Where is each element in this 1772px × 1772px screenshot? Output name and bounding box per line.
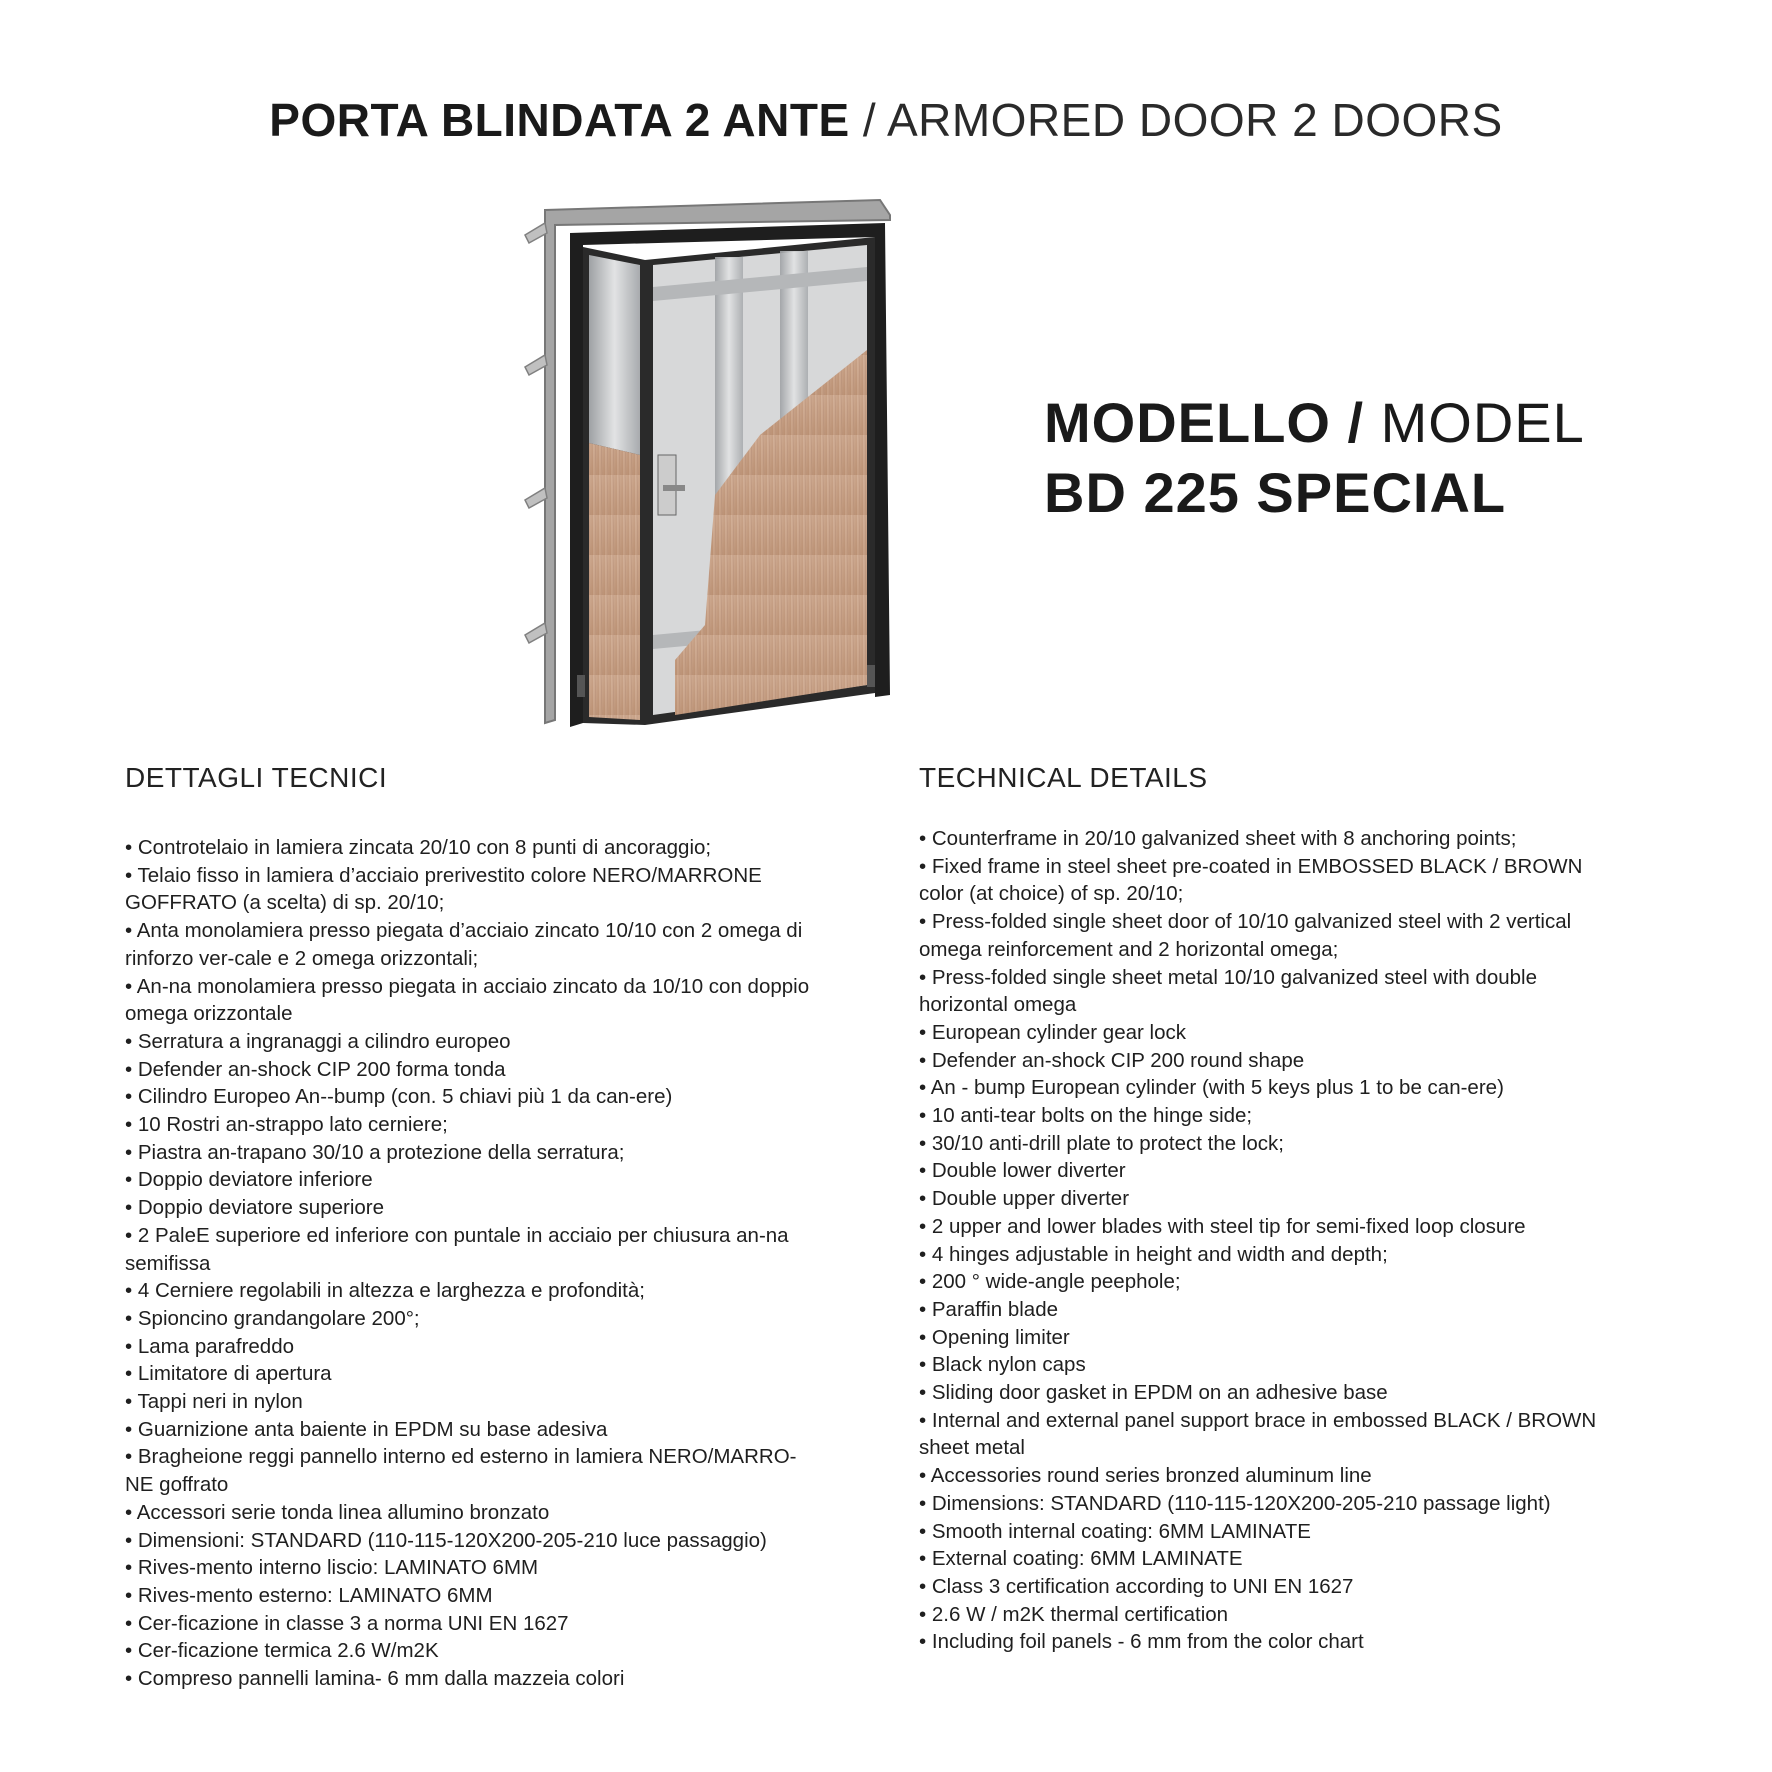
detail-line: • 2 PaleE superiore ed inferiore con puntale in acciaio per chiusura an-na	[125, 1223, 789, 1247]
detail-line: • Cer-ficazione termica 2.6 W/m2K	[125, 1639, 439, 1663]
detail-line: • Class 3 certification according to UNI EN 1627	[919, 1574, 1354, 1598]
model-name: BD 225 SPECIAL	[1044, 461, 1507, 524]
detail-line: • Spioncino grandangolare 200°;	[125, 1306, 420, 1330]
detail-line: • Dimensioni: STANDARD (110-115-120X200-205-210 luce passaggio)	[125, 1528, 767, 1552]
title-italian: PORTA BLINDATA 2 ANTE	[269, 94, 850, 146]
model-label-italian: MODELLO /	[1044, 391, 1365, 454]
detail-line: • Sliding door gasket in EPDM on an adhesive base	[919, 1381, 1388, 1405]
page-title	[0, 92, 1772, 148]
detail-line: • Telaio fisso in lamiera d’acciaio prerivestito colore NERO/MARRONE	[125, 863, 762, 887]
detail-line: • An-na monolamiera presso piegata in acciaio zincato da 10/10 con doppio	[125, 974, 810, 998]
detail-line: • Double lower diverter	[919, 1159, 1126, 1183]
detail-line: • 4 hinges adjustable in height and width and depth;	[919, 1242, 1388, 1266]
detail-line: • Limitatore di apertura	[125, 1362, 332, 1386]
detail-line: • Rives-mento interno liscio: LAMINATO 6MM	[125, 1556, 539, 1580]
detail-line: • Defender an-shock CIP 200 round shape	[919, 1048, 1305, 1072]
italian-details-list	[125, 834, 865, 1693]
detail-line: • 10 Rostri an-strappo lato cerniere;	[125, 1113, 448, 1137]
detail-line: horizontal omega	[919, 993, 1077, 1017]
detail-line: rinforzo ver-cale e 2 omega orizzontali;	[125, 946, 479, 970]
english-heading: TECHNICAL DETAILS	[919, 762, 1208, 793]
detail-line: sheet metal	[919, 1436, 1025, 1460]
detail-line: semifissa	[125, 1251, 211, 1275]
detail-line: • Defender an-shock CIP 200 forma tonda	[125, 1057, 506, 1081]
detail-line: • An - bump European cylinder (with 5 keys plus 1 to be can-ere)	[919, 1076, 1504, 1100]
detail-line: omega reinforcement and 2 horizontal omega;	[919, 937, 1339, 961]
detail-line: • Including foil panels - 6 mm from the color chart	[919, 1630, 1364, 1654]
armored-double-door-cutaway-icon	[515, 195, 895, 740]
italian-technical-details	[125, 758, 865, 1693]
detail-line: • Compreso pannelli lamina- 6 mm dalla mazzeia colori	[125, 1667, 625, 1691]
detail-line: • Guarnizione anta baiente in EPDM su base adesiva	[125, 1417, 608, 1441]
detail-line: • Smooth internal coating: 6MM LAMINATE	[919, 1519, 1311, 1543]
english-technical-details	[919, 758, 1659, 1656]
detail-line: • Doppio deviatore inferiore	[125, 1168, 373, 1192]
detail-line: • Lama parafreddo	[125, 1334, 295, 1358]
detail-line: • 30/10 anti-drill plate to protect the lock;	[919, 1131, 1284, 1155]
detail-line: • Accessories round series bronzed aluminum line	[919, 1464, 1372, 1488]
detail-line: • Press-folded single sheet door of 10/10 galvanized steel with 2 vertical	[919, 910, 1572, 934]
english-details-list	[919, 825, 1659, 1656]
detail-line: omega orizzontale	[125, 1002, 293, 1026]
detail-line: • Opening limiter	[919, 1325, 1070, 1349]
detail-line: • Piastra an-trapano 30/10 a protezione della serratura;	[125, 1140, 625, 1164]
detail-line: • Dimensions: STANDARD (110-115-120X200-205-210 passage light)	[919, 1491, 1551, 1515]
detail-line: • Controtelaio in lamiera zincata 20/10 con 8 punti di ancoraggio;	[125, 836, 712, 859]
detail-line: • Bragheione reggi pannello interno ed esterno in lamiera NERO/MARRO-	[125, 1445, 797, 1469]
detail-line: • Accessori serie tonda linea allumino bronzato	[125, 1500, 550, 1524]
detail-line: • 10 anti-tear bolts on the hinge side;	[919, 1104, 1253, 1128]
model-label-english: MODEL	[1364, 391, 1585, 454]
detail-line: • 2.6 W / m2K thermal certification	[919, 1602, 1229, 1626]
detail-line: • Internal and external panel support brace in embossed BLACK / BROWN	[919, 1408, 1597, 1432]
detail-line: • Black nylon caps	[919, 1353, 1086, 1377]
title-english: / ARMORED DOOR 2 DOORS	[849, 94, 1503, 146]
model-label	[1044, 388, 1744, 458]
detail-line: • Double upper diverter	[919, 1187, 1130, 1211]
detail-line: • Tappi neri in nylon	[125, 1390, 303, 1414]
detail-line: • Press-folded single sheet metal 10/10 galvanized steel with double	[919, 965, 1537, 989]
detail-line: • Counterframe in 20/10 galvanized sheet with 8 anchoring points;	[919, 827, 1517, 850]
detail-line: • Rives-mento esterno: LAMINATO 6MM	[125, 1583, 493, 1607]
detail-line: NE goffrato	[125, 1473, 229, 1497]
model-block	[1044, 388, 1744, 528]
detail-line: • 4 Cerniere regolabili in altezza e larghezza e profondità;	[125, 1279, 645, 1303]
detail-line: • External coating: 6MM LAMINATE	[919, 1547, 1243, 1571]
detail-line: • Cilindro Europeo An--bump (con. 5 chiavi più 1 da can-ere)	[125, 1085, 673, 1109]
detail-line: • Anta monolamiera presso piegata d’acciaio zincato 10/10 con 2 omega di	[125, 919, 803, 943]
detail-line: • Paraffin blade	[919, 1297, 1059, 1321]
detail-line: color (at choice) of sp. 20/10;	[919, 882, 1184, 906]
detail-line: • Serratura a ingranaggi a cilindro europeo	[125, 1029, 511, 1053]
detail-line: • Doppio deviatore superiore	[125, 1196, 385, 1220]
detail-line: • Cer-ficazione in classe 3 a norma UNI EN 1627	[125, 1611, 569, 1635]
detail-line: • 200 ° wide-angle peephole;	[919, 1270, 1181, 1294]
detail-line: GOFFRATO (a scelta) di sp. 20/10;	[125, 891, 445, 915]
detail-line: • Fixed frame in steel sheet pre-coated in EMBOSSED BLACK / BROWN	[919, 854, 1583, 878]
italian-heading: DETTAGLI TECNICI	[125, 762, 388, 793]
detail-line: • European cylinder gear lock	[919, 1020, 1186, 1044]
detail-line: • 2 upper and lower blades with steel tip for semi-fixed loop closure	[919, 1214, 1526, 1238]
